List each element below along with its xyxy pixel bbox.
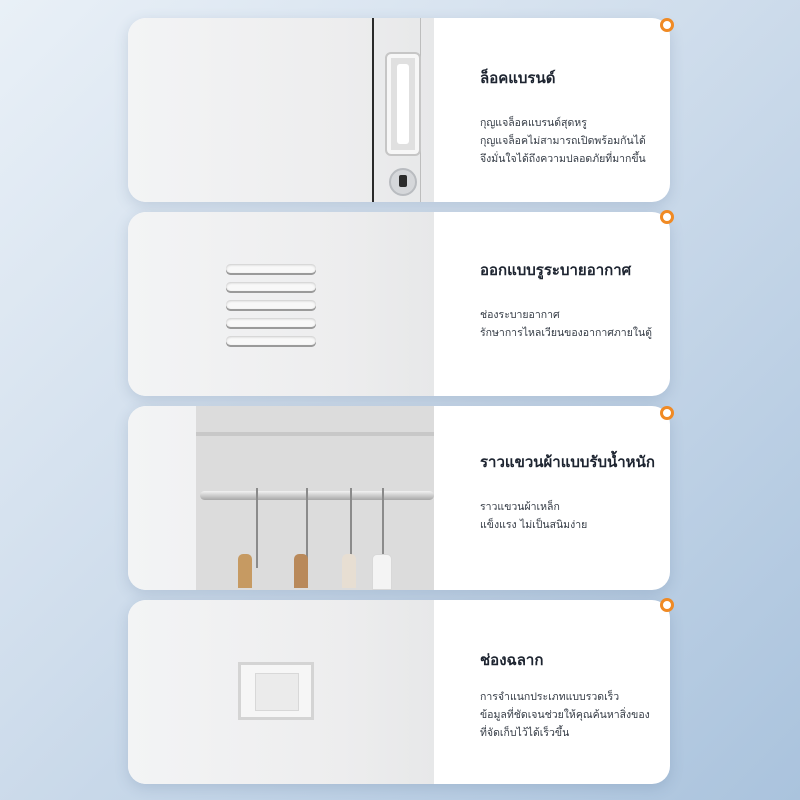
hanging-rail-icon bbox=[200, 491, 434, 500]
feature-desc-line: ข้อมูลที่ชัดเจนช่วยให้คุณค้นหาสิ่งของ bbox=[480, 709, 650, 721]
feature-desc-line: แข็งแรง ไม่เป็นสนิมง่าย bbox=[480, 519, 588, 531]
label-slot-icon bbox=[238, 662, 314, 720]
feature-title: ราวแขวนผ้าแบบรับน้ำหนัก bbox=[480, 453, 655, 471]
hanger-icon bbox=[238, 554, 252, 588]
feature-card-rail bbox=[128, 406, 670, 590]
feature-title: ล็อคแบรนด์ bbox=[480, 69, 556, 87]
feature-card-lock bbox=[128, 18, 670, 202]
feature-desc-line: ราวแขวนผ้าเหล็ก bbox=[480, 501, 560, 513]
feature-desc-line: ที่จัดเก็บไว้ได้เร็วขึ้น bbox=[480, 727, 570, 739]
accent-dot-icon bbox=[660, 406, 674, 420]
lock-image bbox=[128, 18, 434, 202]
hanger-icon bbox=[294, 554, 308, 588]
feature-title: ช่องฉลาก bbox=[480, 651, 544, 669]
feature-title: ออกแบบรูระบายอากาศ bbox=[480, 261, 632, 279]
feature-desc-line: รักษาการไหลเวียนของอากาศภายในตู้ bbox=[480, 327, 652, 339]
feature-desc-line: กุญแจล็อคแบรนด์สุดหรู bbox=[480, 117, 587, 129]
rail-image bbox=[128, 406, 434, 590]
feature-desc-line: จึงมั่นใจได้ถึงความปลอดภัยที่มากขึ้น bbox=[480, 153, 646, 165]
vent-image bbox=[128, 212, 434, 396]
accent-dot-icon bbox=[660, 210, 674, 224]
accent-dot-icon bbox=[660, 18, 674, 32]
accent-dot-icon bbox=[660, 598, 674, 612]
lock-icon bbox=[389, 168, 417, 196]
door-handle-icon bbox=[385, 52, 421, 156]
feature-desc-line: กุญแจล็อคไม่สามารถเปิดพร้อมกันได้ bbox=[480, 135, 646, 147]
feature-desc-line: การจำแนกประเภทแบบรวดเร็ว bbox=[480, 691, 620, 703]
hanger-icon bbox=[372, 554, 392, 590]
hanger-icon bbox=[342, 554, 356, 588]
label-image bbox=[128, 600, 434, 784]
feature-card-vent bbox=[128, 212, 670, 396]
feature-card-label bbox=[128, 600, 670, 784]
feature-desc-line: ช่องระบายอากาศ bbox=[480, 309, 560, 321]
